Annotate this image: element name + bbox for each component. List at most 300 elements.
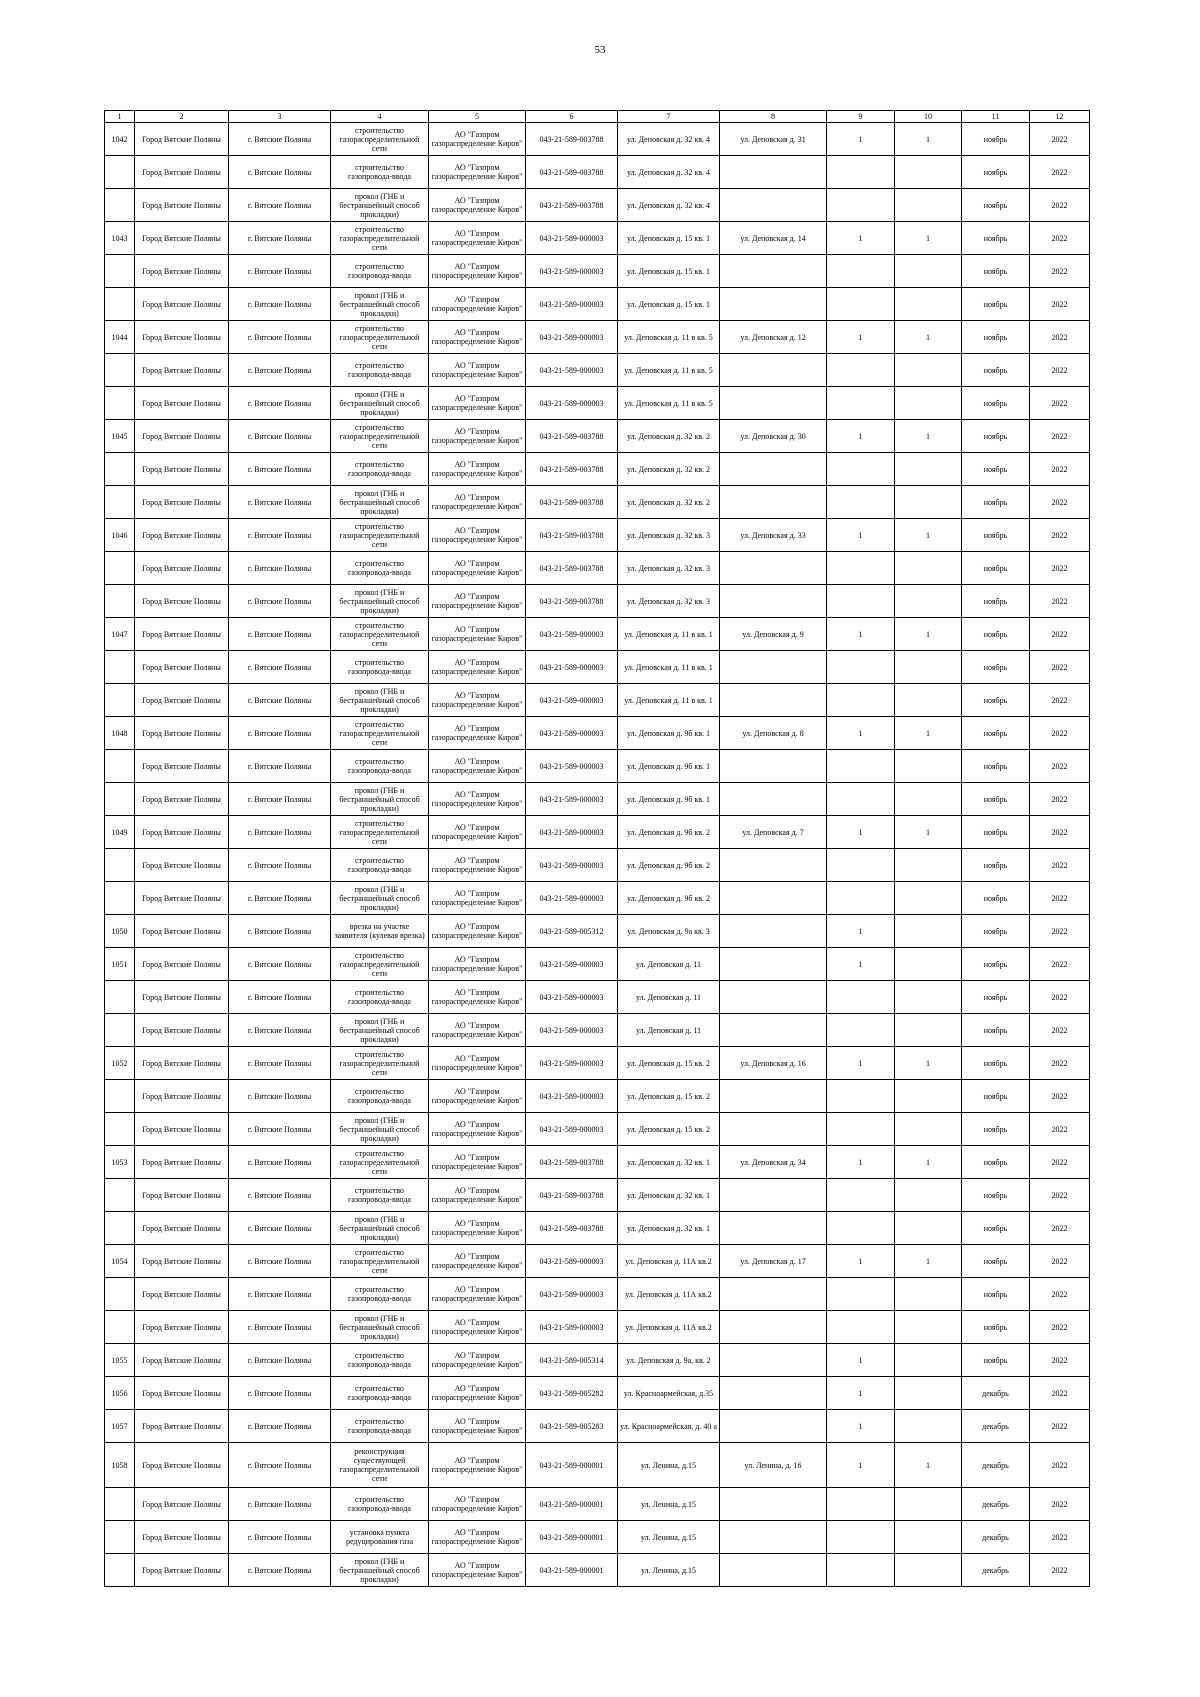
cell-count-a: 1 (827, 519, 895, 552)
cell-month: ноябрь (962, 519, 1030, 552)
column-header: 8 (720, 111, 827, 123)
cell-address: ул. Ленина, д.15 (618, 1521, 720, 1554)
cell-count-a (827, 882, 895, 915)
cell-count-a (827, 288, 895, 321)
cell-organization: АО "Газпром газораспределение Киров" (429, 717, 526, 750)
cell-organization: АО "Газпром газораспределение Киров" (429, 1443, 526, 1488)
cell-month: ноябрь (962, 849, 1030, 882)
cell-count-b (895, 1377, 962, 1410)
cell-month: декабрь (962, 1554, 1030, 1587)
cell-neighbor-address (720, 948, 827, 981)
cell-count-a (827, 552, 895, 585)
table-row (105, 1344, 1090, 1377)
cell-row-number (105, 1113, 135, 1146)
cell-neighbor-address (720, 915, 827, 948)
cell-work-type: строительство газопровода-ввода (331, 750, 429, 783)
cell-month: ноябрь (962, 948, 1030, 981)
cell-work-type: строительство газопровода-ввода (331, 1278, 429, 1311)
cell-work-type: прокол (ГНБ и бестраншейный способ прокладки) (331, 684, 429, 717)
cell-locality: г. Вятские Поляны (229, 453, 331, 486)
cell-count-a (827, 255, 895, 288)
cell-application-id: 043-21-589-003788 (526, 189, 618, 222)
cell-count-a: 1 (827, 420, 895, 453)
cell-neighbor-address (720, 354, 827, 387)
cell-neighbor-address (720, 1014, 827, 1047)
column-header: 10 (895, 111, 962, 123)
table-row (105, 519, 1090, 552)
cell-municipality: Город Вятские Поляны (135, 1410, 229, 1443)
cell-neighbor-address: ул. Деповская д. 17 (720, 1245, 827, 1278)
cell-row-number (105, 1521, 135, 1554)
cell-organization: АО "Газпром газораспределение Киров" (429, 387, 526, 420)
cell-count-a (827, 1278, 895, 1311)
cell-month: ноябрь (962, 1146, 1030, 1179)
cell-month: декабрь (962, 1377, 1030, 1410)
cell-month: ноябрь (962, 915, 1030, 948)
cell-municipality: Город Вятские Поляны (135, 453, 229, 486)
table-row (105, 750, 1090, 783)
cell-month: ноябрь (962, 1179, 1030, 1212)
cell-address: ул. Деповская д. 9б кв. 2 (618, 849, 720, 882)
cell-application-id: 043-21-589-003788 (526, 1146, 618, 1179)
cell-count-b: 1 (895, 420, 962, 453)
cell-neighbor-address: ул. Деповская д. 7 (720, 816, 827, 849)
cell-work-type: прокол (ГНБ и бестраншейный способ прокладки) (331, 387, 429, 420)
cell-neighbor-address: ул. Деповская д. 34 (720, 1146, 827, 1179)
cell-address: ул. Ленина, д.15 (618, 1488, 720, 1521)
cell-row-number: 1042 (105, 123, 135, 156)
cell-address: ул. Ленина, д.15 (618, 1443, 720, 1488)
cell-municipality: Город Вятские Поляны (135, 651, 229, 684)
cell-locality: г. Вятские Поляны (229, 684, 331, 717)
column-header: 5 (429, 111, 526, 123)
cell-municipality: Город Вятские Поляны (135, 1377, 229, 1410)
table-row (105, 1443, 1090, 1488)
cell-address: ул. Деповская д. 11 в кв. 1 (618, 684, 720, 717)
cell-count-b (895, 288, 962, 321)
cell-year: 2022 (1030, 651, 1090, 684)
cell-municipality: Город Вятские Поляны (135, 1554, 229, 1587)
cell-count-b (895, 1488, 962, 1521)
cell-month: ноябрь (962, 1113, 1030, 1146)
cell-address: ул. Деповская д. 11 в кв. 1 (618, 651, 720, 684)
column-header: 4 (331, 111, 429, 123)
cell-work-type: строительство газораспределительной сети (331, 123, 429, 156)
cell-row-number (105, 1311, 135, 1344)
cell-count-a: 1 (827, 717, 895, 750)
cell-month: ноябрь (962, 783, 1030, 816)
cell-count-a: 1 (827, 1047, 895, 1080)
cell-row-number: 1048 (105, 717, 135, 750)
cell-application-id: 043-21-589-005282 (526, 1377, 618, 1410)
cell-year: 2022 (1030, 618, 1090, 651)
table-row (105, 222, 1090, 255)
cell-locality: г. Вятские Поляны (229, 123, 331, 156)
cell-municipality: Город Вятские Поляны (135, 552, 229, 585)
cell-address: ул. Деповская д. 15 кв. 1 (618, 255, 720, 288)
cell-row-number: 1046 (105, 519, 135, 552)
table-row (105, 123, 1090, 156)
cell-municipality: Город Вятские Поляны (135, 750, 229, 783)
cell-month: ноябрь (962, 288, 1030, 321)
cell-count-b (895, 1278, 962, 1311)
cell-locality: г. Вятские Поляны (229, 618, 331, 651)
cell-row-number (105, 981, 135, 1014)
cell-neighbor-address (720, 750, 827, 783)
cell-count-b: 1 (895, 1443, 962, 1488)
cell-work-type: строительство газораспределительной сети (331, 717, 429, 750)
cell-organization: АО "Газпром газораспределение Киров" (429, 816, 526, 849)
cell-organization: АО "Газпром газораспределение Киров" (429, 948, 526, 981)
table-row (105, 387, 1090, 420)
cell-application-id: 043-21-589-000003 (526, 1014, 618, 1047)
cell-work-type: строительство газораспределительной сети (331, 519, 429, 552)
cell-count-a (827, 156, 895, 189)
cell-count-b (895, 1521, 962, 1554)
table-row (105, 420, 1090, 453)
cell-work-type: прокол (ГНБ и бестраншейный способ прокладки) (331, 1113, 429, 1146)
cell-work-type: строительство газораспределительной сети (331, 1146, 429, 1179)
cell-organization: АО "Газпром газораспределение Киров" (429, 585, 526, 618)
cell-month: ноябрь (962, 189, 1030, 222)
cell-count-b (895, 1311, 962, 1344)
cell-address: ул. Деповская д. 9б кв. 1 (618, 750, 720, 783)
cell-locality: г. Вятские Поляны (229, 750, 331, 783)
cell-row-number: 1058 (105, 1443, 135, 1488)
cell-year: 2022 (1030, 321, 1090, 354)
cell-locality: г. Вятские Поляны (229, 321, 331, 354)
cell-municipality: Город Вятские Поляны (135, 486, 229, 519)
table-row (105, 717, 1090, 750)
cell-count-a: 1 (827, 948, 895, 981)
cell-organization: АО "Газпром газораспределение Киров" (429, 552, 526, 585)
cell-application-id: 043-21-589-003788 (526, 156, 618, 189)
cell-count-a (827, 1488, 895, 1521)
cell-municipality: Город Вятские Поляны (135, 783, 229, 816)
cell-year: 2022 (1030, 519, 1090, 552)
cell-application-id: 043-21-589-000003 (526, 288, 618, 321)
cell-row-number: 1051 (105, 948, 135, 981)
cell-application-id: 043-21-589-000001 (526, 1488, 618, 1521)
cell-row-number: 1050 (105, 915, 135, 948)
cell-year: 2022 (1030, 1047, 1090, 1080)
cell-count-b (895, 1410, 962, 1443)
table-header (105, 111, 1090, 123)
header-row (105, 111, 1090, 123)
column-header: 6 (526, 111, 618, 123)
cell-locality: г. Вятские Поляны (229, 156, 331, 189)
cell-municipality: Город Вятские Поляны (135, 1488, 229, 1521)
cell-count-a (827, 486, 895, 519)
cell-count-b: 1 (895, 1245, 962, 1278)
cell-municipality: Город Вятские Поляны (135, 189, 229, 222)
cell-locality: г. Вятские Поляны (229, 1554, 331, 1587)
cell-count-b (895, 948, 962, 981)
cell-municipality: Город Вятские Поляны (135, 1080, 229, 1113)
cell-application-id: 043-21-589-000003 (526, 981, 618, 1014)
cell-application-id: 043-21-589-003788 (526, 585, 618, 618)
cell-application-id: 043-21-589-000001 (526, 1443, 618, 1488)
cell-organization: АО "Газпром газораспределение Киров" (429, 156, 526, 189)
cell-neighbor-address (720, 651, 827, 684)
cell-municipality: Город Вятские Поляны (135, 1344, 229, 1377)
cell-municipality: Город Вятские Поляны (135, 1014, 229, 1047)
cell-neighbor-address: ул. Деповская д. 33 (720, 519, 827, 552)
cell-locality: г. Вятские Поляны (229, 1344, 331, 1377)
cell-month: декабрь (962, 1443, 1030, 1488)
cell-count-b (895, 156, 962, 189)
cell-organization: АО "Газпром газораспределение Киров" (429, 1554, 526, 1587)
table-row (105, 1554, 1090, 1587)
cell-organization: АО "Газпром газораспределение Киров" (429, 882, 526, 915)
cell-address: ул. Деповская д. 11 в кв. 1 (618, 618, 720, 651)
cell-year: 2022 (1030, 420, 1090, 453)
cell-year: 2022 (1030, 684, 1090, 717)
cell-locality: г. Вятские Поляны (229, 849, 331, 882)
cell-address: ул. Деповская д. 15 кв. 2 (618, 1080, 720, 1113)
cell-organization: АО "Газпром газораспределение Киров" (429, 1014, 526, 1047)
cell-address: ул. Деповская д. 32 кв. 4 (618, 189, 720, 222)
cell-work-type: прокол (ГНБ и бестраншейный способ прокладки) (331, 1311, 429, 1344)
cell-count-b (895, 189, 962, 222)
cell-count-a (827, 585, 895, 618)
cell-organization: АО "Газпром газораспределение Киров" (429, 849, 526, 882)
cell-count-a (827, 354, 895, 387)
cell-month: ноябрь (962, 618, 1030, 651)
cell-neighbor-address (720, 255, 827, 288)
cell-work-type: реконструкция существующей газораспределительной сети (331, 1443, 429, 1488)
cell-count-b (895, 849, 962, 882)
cell-neighbor-address (720, 882, 827, 915)
cell-locality: г. Вятские Поляны (229, 717, 331, 750)
cell-month: ноябрь (962, 1080, 1030, 1113)
cell-month: ноябрь (962, 255, 1030, 288)
cell-locality: г. Вятские Поляны (229, 915, 331, 948)
cell-row-number: 1045 (105, 420, 135, 453)
cell-organization: АО "Газпром газораспределение Киров" (429, 1278, 526, 1311)
cell-address: ул. Деповская д. 9б кв. 1 (618, 717, 720, 750)
cell-work-type: строительство газораспределительной сети (331, 1245, 429, 1278)
cell-work-type: строительство газопровода-ввода (331, 1377, 429, 1410)
cell-application-id: 043-21-589-000003 (526, 1278, 618, 1311)
cell-work-type: прокол (ГНБ и бестраншейный способ прокладки) (331, 783, 429, 816)
cell-work-type: установка пункта редуцирования газа (331, 1521, 429, 1554)
cell-neighbor-address (720, 189, 827, 222)
cell-year: 2022 (1030, 486, 1090, 519)
cell-locality: г. Вятские Поляны (229, 816, 331, 849)
cell-application-id: 043-21-589-003788 (526, 420, 618, 453)
cell-locality: г. Вятские Поляны (229, 1410, 331, 1443)
cell-municipality: Город Вятские Поляны (135, 1212, 229, 1245)
table-row (105, 288, 1090, 321)
cell-application-id: 043-21-589-000003 (526, 1245, 618, 1278)
cell-organization: АО "Газпром газораспределение Киров" (429, 1488, 526, 1521)
column-header: 7 (618, 111, 720, 123)
cell-address: ул. Красноармейская, д. 40 а (618, 1410, 720, 1443)
cell-address: ул. Деповская д. 15 кв. 1 (618, 222, 720, 255)
column-header: 2 (135, 111, 229, 123)
cell-month: ноябрь (962, 717, 1030, 750)
cell-organization: АО "Газпром газораспределение Киров" (429, 750, 526, 783)
cell-month: ноябрь (962, 882, 1030, 915)
table-row (105, 1245, 1090, 1278)
cell-organization: АО "Газпром газораспределение Киров" (429, 1377, 526, 1410)
cell-municipality: Город Вятские Поляны (135, 354, 229, 387)
cell-month: ноябрь (962, 816, 1030, 849)
cell-row-number: 1044 (105, 321, 135, 354)
cell-month: ноябрь (962, 156, 1030, 189)
cell-count-b (895, 1344, 962, 1377)
cell-count-a: 1 (827, 321, 895, 354)
cell-organization: АО "Газпром газораспределение Киров" (429, 519, 526, 552)
cell-neighbor-address (720, 387, 827, 420)
cell-municipality: Город Вятские Поляны (135, 321, 229, 354)
cell-neighbor-address (720, 1113, 827, 1146)
cell-count-b (895, 684, 962, 717)
cell-municipality: Город Вятские Поляны (135, 1179, 229, 1212)
cell-neighbor-address: ул. Деповская д. 12 (720, 321, 827, 354)
cell-application-id: 043-21-589-000003 (526, 717, 618, 750)
cell-year: 2022 (1030, 1014, 1090, 1047)
cell-work-type: строительство газораспределительной сети (331, 222, 429, 255)
cell-count-a (827, 981, 895, 1014)
schedule-table (104, 110, 1090, 1587)
cell-year: 2022 (1030, 1521, 1090, 1554)
cell-locality: г. Вятские Поляны (229, 1245, 331, 1278)
cell-address: ул. Деповская д. 9б кв. 2 (618, 816, 720, 849)
cell-municipality: Город Вятские Поляны (135, 1311, 229, 1344)
column-header: 12 (1030, 111, 1090, 123)
table-row (105, 684, 1090, 717)
cell-year: 2022 (1030, 222, 1090, 255)
cell-organization: АО "Газпром газораспределение Киров" (429, 1113, 526, 1146)
cell-row-number (105, 651, 135, 684)
cell-work-type: строительство газопровода-ввода (331, 255, 429, 288)
cell-month: ноябрь (962, 1245, 1030, 1278)
cell-year: 2022 (1030, 750, 1090, 783)
cell-municipality: Город Вятские Поляны (135, 1146, 229, 1179)
cell-count-a (827, 189, 895, 222)
cell-year: 2022 (1030, 552, 1090, 585)
cell-year: 2022 (1030, 255, 1090, 288)
cell-work-type: строительство газопровода-ввода (331, 156, 429, 189)
cell-address: ул. Деповская д. 15 кв. 2 (618, 1113, 720, 1146)
table-row (105, 1113, 1090, 1146)
table-row (105, 1521, 1090, 1554)
table-row (105, 1047, 1090, 1080)
cell-row-number (105, 288, 135, 321)
cell-count-b (895, 552, 962, 585)
cell-locality: г. Вятские Поляны (229, 486, 331, 519)
cell-locality: г. Вятские Поляны (229, 981, 331, 1014)
cell-application-id: 043-21-589-000003 (526, 816, 618, 849)
cell-municipality: Город Вятские Поляны (135, 222, 229, 255)
cell-year: 2022 (1030, 123, 1090, 156)
cell-municipality: Город Вятские Поляны (135, 618, 229, 651)
cell-neighbor-address: ул. Деповская д. 8 (720, 717, 827, 750)
cell-locality: г. Вятские Поляны (229, 1212, 331, 1245)
cell-municipality: Город Вятские Поляны (135, 1278, 229, 1311)
cell-application-id: 043-21-589-000003 (526, 948, 618, 981)
cell-organization: АО "Газпром газораспределение Киров" (429, 222, 526, 255)
cell-address: ул. Деповская д. 32 кв. 1 (618, 1212, 720, 1245)
cell-locality: г. Вятские Поляны (229, 1146, 331, 1179)
cell-year: 2022 (1030, 288, 1090, 321)
cell-application-id: 043-21-589-000003 (526, 1311, 618, 1344)
cell-address: ул. Деповская д. 9а, кв. 2 (618, 1344, 720, 1377)
cell-count-a (827, 387, 895, 420)
cell-row-number (105, 1488, 135, 1521)
cell-work-type: строительство газопровода-ввода (331, 453, 429, 486)
cell-count-a: 1 (827, 915, 895, 948)
cell-neighbor-address (720, 156, 827, 189)
cell-neighbor-address (720, 1521, 827, 1554)
cell-month: ноябрь (962, 420, 1030, 453)
cell-municipality: Город Вятские Поляны (135, 255, 229, 288)
cell-locality: г. Вятские Поляны (229, 552, 331, 585)
cell-year: 2022 (1030, 1179, 1090, 1212)
cell-row-number (105, 783, 135, 816)
page-number: 53 (594, 44, 606, 56)
cell-municipality: Город Вятские Поляны (135, 1521, 229, 1554)
cell-row-number: 1047 (105, 618, 135, 651)
cell-year: 2022 (1030, 387, 1090, 420)
cell-application-id: 043-21-589-003788 (526, 1179, 618, 1212)
cell-month: ноябрь (962, 1212, 1030, 1245)
cell-count-b: 1 (895, 717, 962, 750)
column-header: 9 (827, 111, 895, 123)
cell-work-type: строительство газораспределительной сети (331, 1047, 429, 1080)
cell-organization: АО "Газпром газораспределение Киров" (429, 1179, 526, 1212)
cell-month: ноябрь (962, 684, 1030, 717)
cell-count-a (827, 783, 895, 816)
cell-year: 2022 (1030, 453, 1090, 486)
cell-row-number (105, 585, 135, 618)
cell-year: 2022 (1030, 354, 1090, 387)
cell-locality: г. Вятские Поляны (229, 651, 331, 684)
cell-neighbor-address (720, 1179, 827, 1212)
table-row (105, 882, 1090, 915)
cell-locality: г. Вятские Поляны (229, 1014, 331, 1047)
cell-municipality: Город Вятские Поляны (135, 717, 229, 750)
cell-year: 2022 (1030, 1212, 1090, 1245)
cell-count-a: 1 (827, 1245, 895, 1278)
cell-organization: АО "Газпром газораспределение Киров" (429, 420, 526, 453)
cell-locality: г. Вятские Поляны (229, 354, 331, 387)
cell-organization: АО "Газпром газораспределение Киров" (429, 189, 526, 222)
cell-count-a (827, 1080, 895, 1113)
cell-application-id: 043-21-589-000001 (526, 1521, 618, 1554)
cell-row-number (105, 1278, 135, 1311)
cell-address: ул. Деповская д. 32 кв. 3 (618, 585, 720, 618)
cell-row-number (105, 189, 135, 222)
cell-count-b (895, 354, 962, 387)
cell-month: ноябрь (962, 1278, 1030, 1311)
cell-count-b (895, 453, 962, 486)
cell-count-b (895, 783, 962, 816)
cell-count-a (827, 1212, 895, 1245)
cell-year: 2022 (1030, 1113, 1090, 1146)
cell-application-id: 043-21-589-000003 (526, 1113, 618, 1146)
table-row (105, 321, 1090, 354)
cell-count-b (895, 255, 962, 288)
table-row (105, 783, 1090, 816)
cell-year: 2022 (1030, 849, 1090, 882)
cell-address: ул. Ленина, д.15 (618, 1554, 720, 1587)
cell-count-a: 1 (827, 1146, 895, 1179)
cell-work-type: строительство газораспределительной сети (331, 816, 429, 849)
cell-work-type: строительство газопровода-ввода (331, 849, 429, 882)
